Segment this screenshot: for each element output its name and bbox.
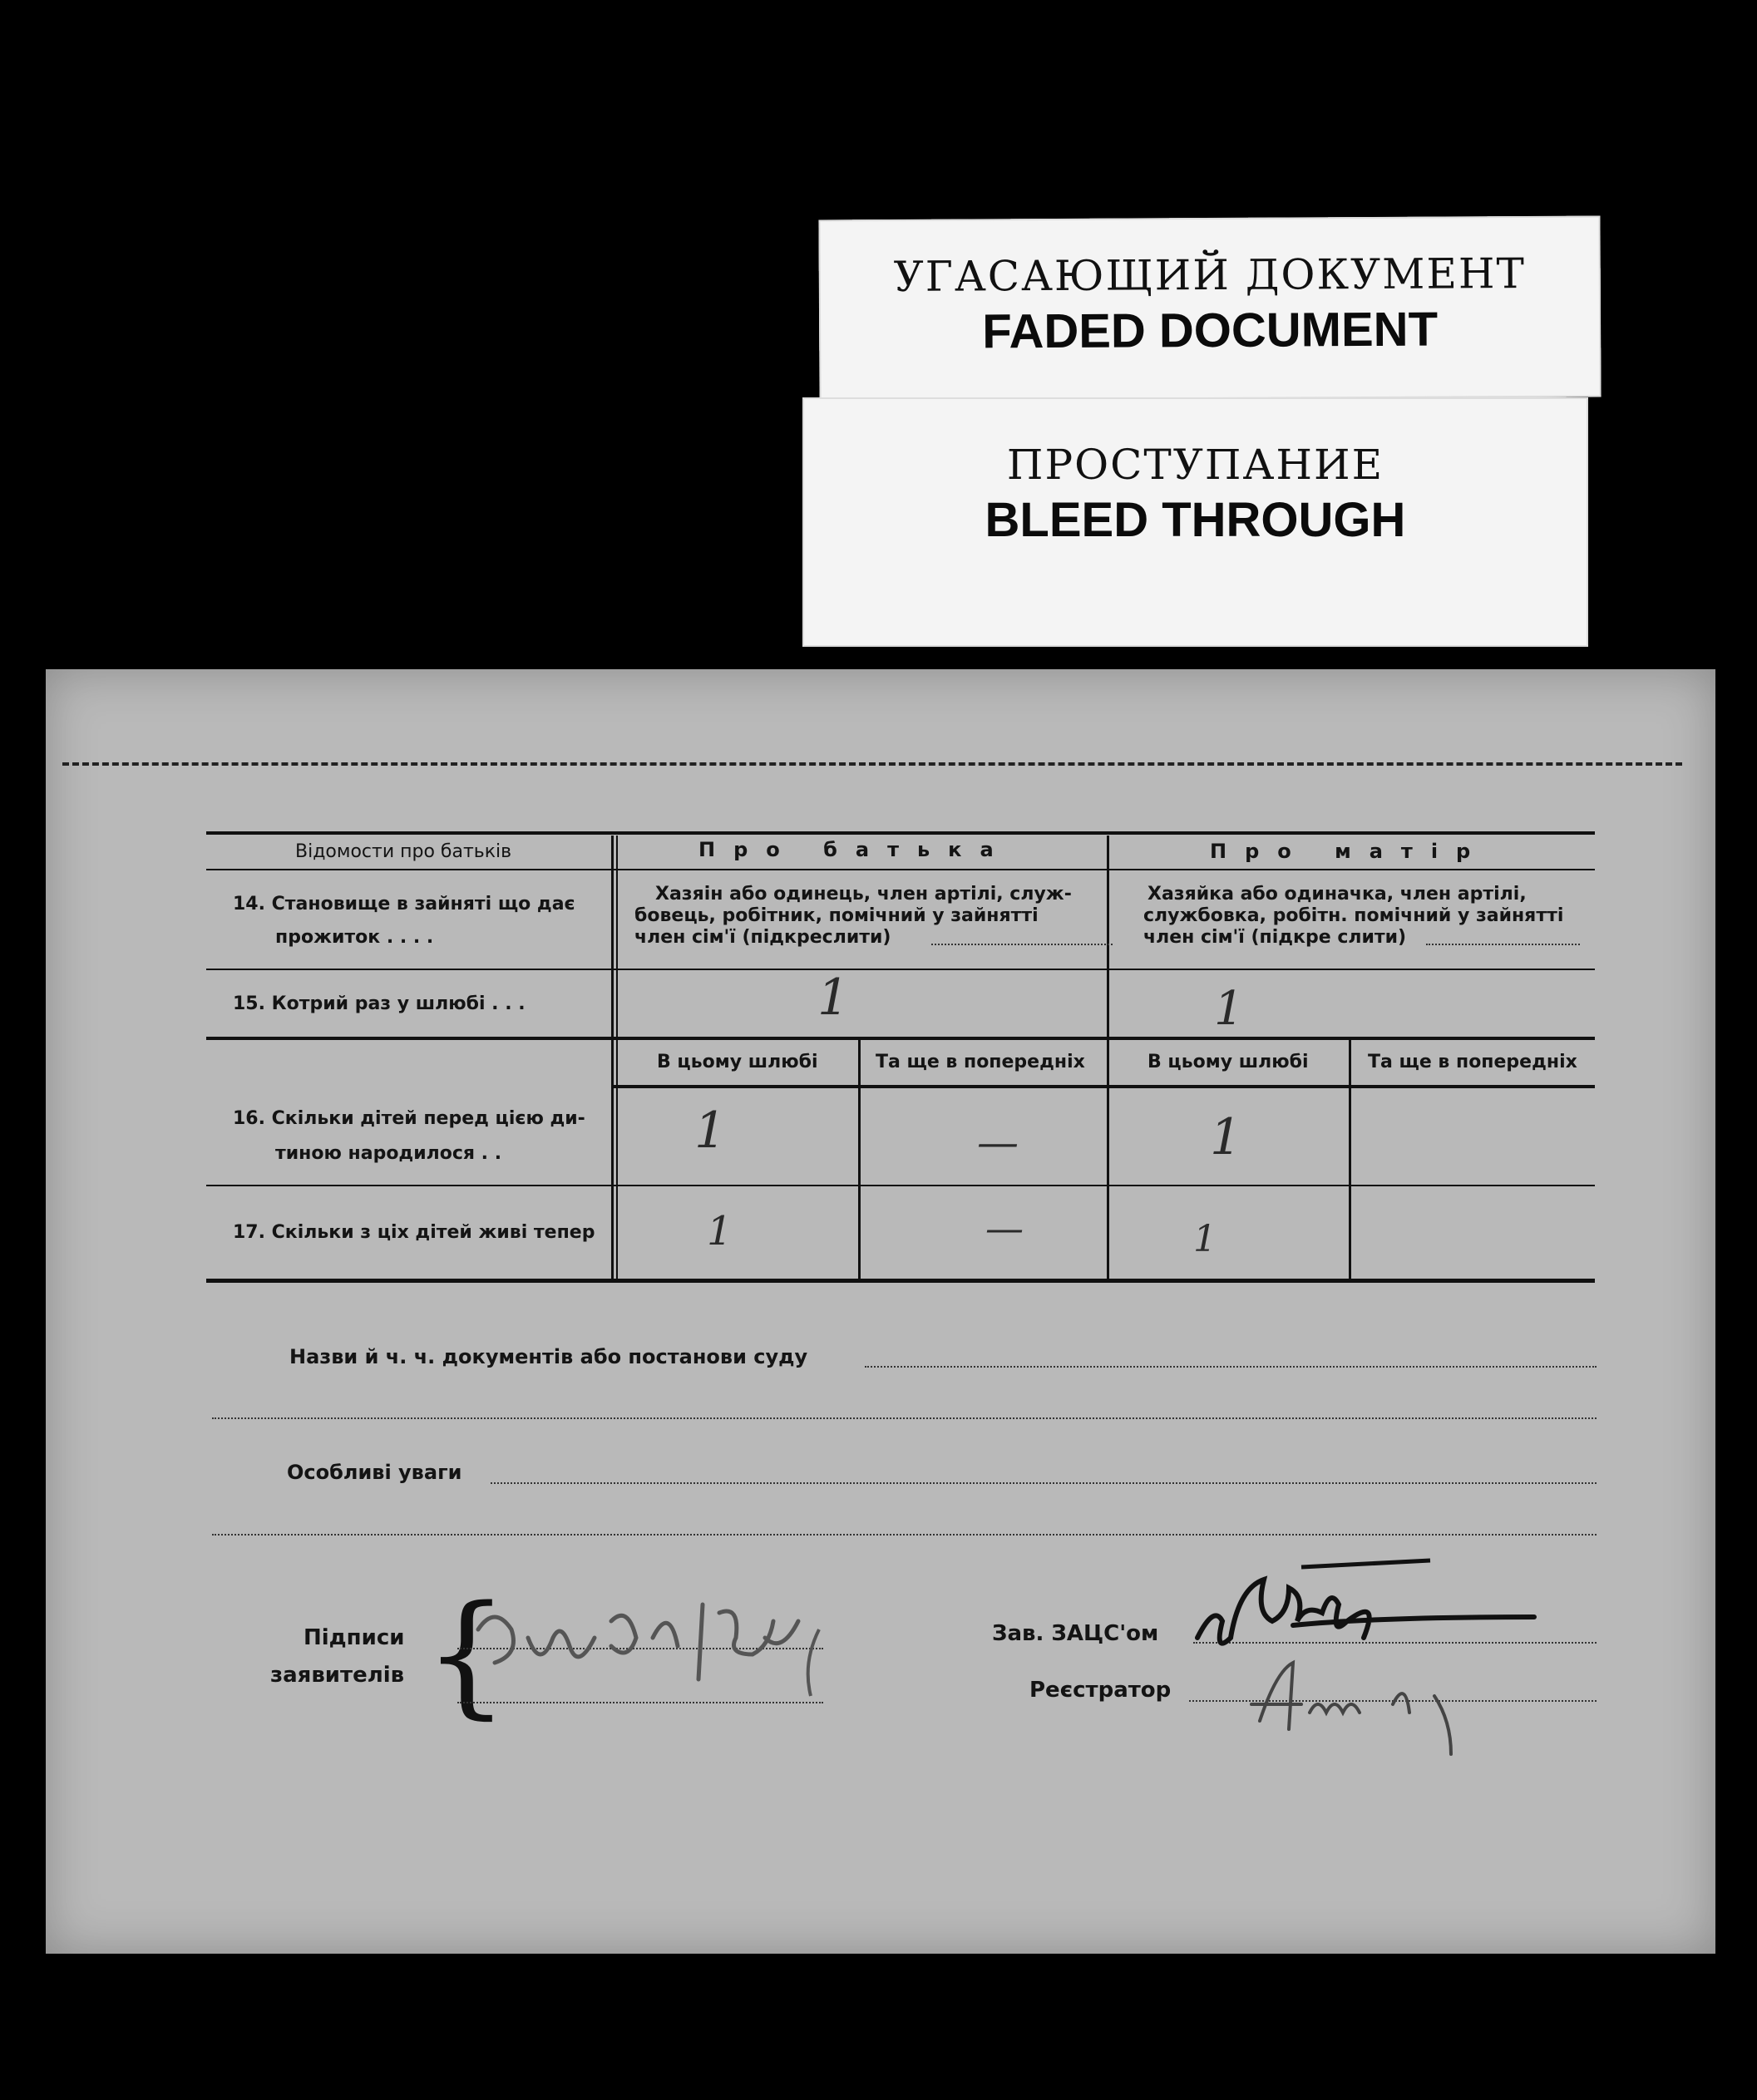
bleed-through-label <box>802 397 1588 647</box>
father-this-marriage: В цьому шлюбі <box>657 1052 818 1072</box>
table-top-rule <box>206 831 1595 835</box>
col-divider-1 <box>611 836 614 1280</box>
row14-mother-2: службовка, робітн. помічний у зайнятті <box>1143 905 1564 926</box>
father-previous: Та ще в попередніх <box>876 1052 1085 1072</box>
documents-dots-2 <box>212 1417 1597 1419</box>
mother-header: Про матір <box>1210 840 1489 863</box>
row14-father-3: член сім'ї (підкреслити) <box>634 927 891 948</box>
faded-document-label <box>818 216 1601 402</box>
notes-label: Особливі уваги <box>287 1461 462 1484</box>
applicant-signature <box>453 1580 852 1704</box>
table-col-header: Відомости про батьків <box>295 841 512 862</box>
registrar-signature <box>1243 1646 1509 1771</box>
row14-father-1: Хазяін або одинець, член артілі, служ- <box>655 884 1072 905</box>
row17-father-this: 1 <box>707 1208 733 1255</box>
row14-father-2: бовець, робітник, помічний у зайнятті <box>634 905 1039 926</box>
row15-rule <box>206 1037 1595 1040</box>
faded-document-ru: УГАСАЮЩИЙ ДОКУМЕНТ <box>893 249 1527 301</box>
documents-label: Назви й ч. ч. документів або постанови суду <box>289 1345 808 1368</box>
row15-label: 15. Котрий раз у шлюбі . . . <box>233 993 526 1014</box>
row16-label-2: тиною народилося . . <box>275 1143 502 1164</box>
mother-previous: Та ще в попередніх <box>1368 1052 1577 1072</box>
row14-mother-1: Хазяйка або одиначка, член артілі, <box>1147 884 1527 905</box>
perforation-line <box>62 762 1682 766</box>
row14-rule <box>206 969 1595 970</box>
row17-mother-this: 1 <box>1193 1218 1217 1260</box>
row14-mother-dots <box>1426 944 1580 945</box>
row14-label-1: 14. Становище в зайняті що дає <box>233 894 575 914</box>
row16-rule <box>206 1185 1595 1186</box>
row14-father-dots <box>931 944 1113 945</box>
father-header: Про батька <box>698 838 1012 861</box>
row16-father-this: 1 <box>694 1102 727 1160</box>
row14-mother-3: член сім'ї (підкре слити) <box>1143 927 1407 948</box>
signatures-brace: { <box>424 1576 509 1732</box>
signatures-label-2: заявителів <box>270 1663 405 1688</box>
notes-dots-1 <box>491 1482 1597 1484</box>
head-label: Зав. ЗАЦС'ом <box>992 1621 1159 1646</box>
row16-father-prev: — <box>977 1118 1019 1166</box>
header-rule <box>206 869 1595 870</box>
signatures-label-1: Підписи <box>304 1625 405 1650</box>
notes-dots-2 <box>212 1534 1597 1536</box>
row17-label: 17. Скільки з ціх дітей живі тепер <box>233 1222 595 1243</box>
row16-label-1: 16. Скільки дітей перед цією ди- <box>233 1108 585 1129</box>
documents-dots-1 <box>865 1366 1597 1368</box>
bleed-through-en: BLEED THROUGH <box>985 493 1406 547</box>
registration-form-sheet <box>46 669 1715 1954</box>
col-divider-2 <box>1107 836 1109 1280</box>
subheader-rule <box>614 1085 1595 1088</box>
mother-this-marriage: В цьому шлюбі <box>1147 1052 1309 1072</box>
col-divider-1b <box>616 836 618 1280</box>
row17-father-prev: — <box>985 1205 1024 1250</box>
row15-mother-value: 1 <box>1214 982 1244 1036</box>
row15-father-value: 1 <box>817 969 850 1027</box>
faded-document-en: FADED DOCUMENT <box>982 302 1439 359</box>
row16-mother-this: 1 <box>1210 1108 1242 1166</box>
bleed-through-ru: ПРОСТУПАНИЕ <box>1006 441 1384 489</box>
col-divider-father-sub <box>858 1039 861 1280</box>
registrar-label: Реєстратор <box>1029 1678 1172 1703</box>
head-signature <box>1193 1546 1542 1654</box>
table-bottom-rule <box>206 1279 1595 1283</box>
col-divider-mother-sub <box>1349 1039 1351 1280</box>
row14-label-2: прожиток . . . . <box>275 927 434 948</box>
